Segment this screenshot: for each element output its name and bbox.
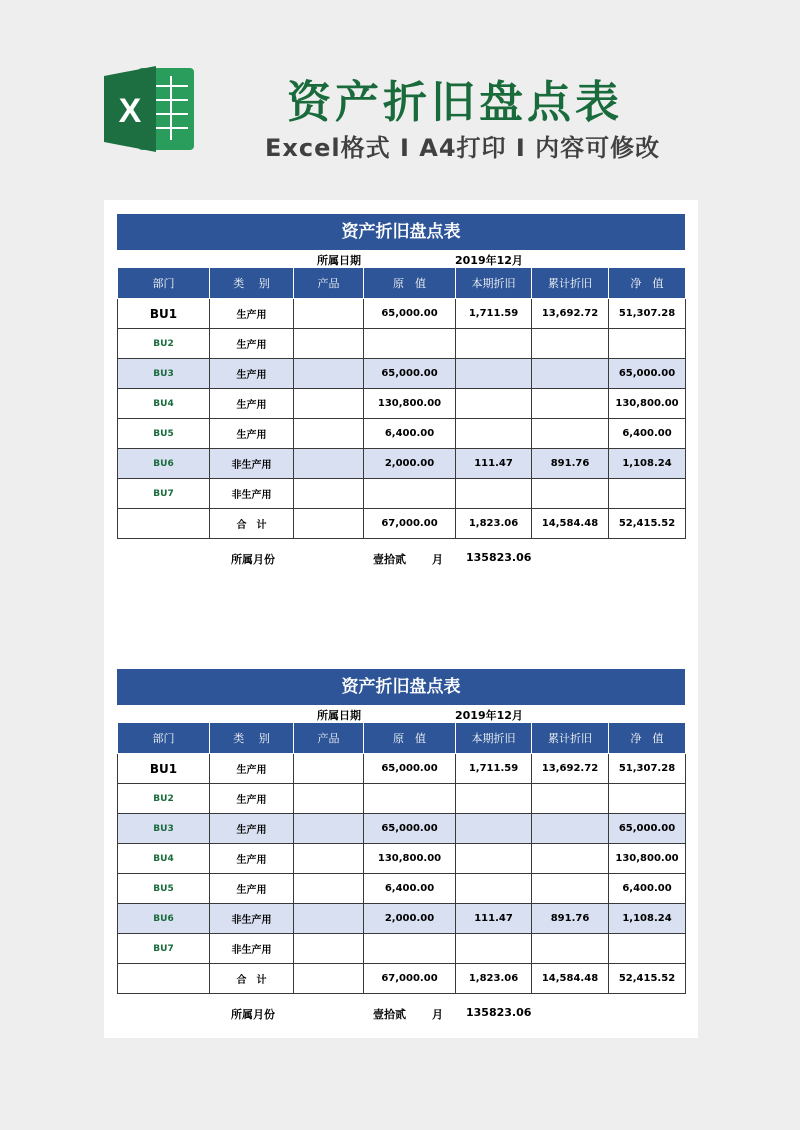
current-dep-cell bbox=[456, 359, 532, 389]
total-label: 合 计 bbox=[210, 509, 294, 539]
depreciation-table-2 bbox=[117, 669, 685, 1030]
current-dep-cell bbox=[456, 419, 532, 449]
dept-cell: BU2 bbox=[118, 784, 210, 814]
col-header-original: 原 值 bbox=[364, 723, 456, 754]
total-net: 52,415.52 bbox=[609, 964, 686, 994]
dept-cell: BU6 bbox=[118, 904, 210, 934]
table-row bbox=[118, 419, 686, 449]
net-cell: 65,000.00 bbox=[609, 359, 686, 389]
product-cell bbox=[294, 814, 364, 844]
dept-cell: BU3 bbox=[118, 359, 210, 389]
net-cell: 6,400.00 bbox=[609, 419, 686, 449]
accum-dep-cell bbox=[532, 844, 609, 874]
total-product-cell bbox=[294, 964, 364, 994]
net-cell: 51,307.28 bbox=[609, 299, 686, 329]
original-cell: 130,800.00 bbox=[364, 844, 456, 874]
month-chinese: 壹拾贰 bbox=[373, 553, 406, 566]
table-row bbox=[118, 814, 686, 844]
current-dep-cell bbox=[456, 479, 532, 509]
dept-cell: BU5 bbox=[118, 874, 210, 904]
dept-cell: BU3 bbox=[118, 814, 210, 844]
month-unit: 月 bbox=[432, 553, 443, 566]
original-cell bbox=[364, 784, 456, 814]
accum-dep-cell bbox=[532, 359, 609, 389]
excel-logo-icon bbox=[104, 62, 196, 156]
date-label: 所属日期 bbox=[317, 254, 361, 267]
type-cell: 生产用 bbox=[210, 359, 294, 389]
date-row bbox=[117, 705, 685, 722]
net-cell: 130,800.00 bbox=[609, 389, 686, 419]
net-cell: 51,307.28 bbox=[609, 754, 686, 784]
accum-dep-cell bbox=[532, 874, 609, 904]
page-subtitle: Excel格式 I A4打印 I 内容可修改 bbox=[265, 134, 661, 162]
total-original: 67,000.00 bbox=[364, 964, 456, 994]
product-cell bbox=[294, 359, 364, 389]
original-cell: 6,400.00 bbox=[364, 874, 456, 904]
dept-cell: BU5 bbox=[118, 419, 210, 449]
col-header-net: 净 值 bbox=[609, 723, 686, 754]
col-header-accum-dep: 累计折旧 bbox=[532, 723, 609, 754]
type-cell: 生产用 bbox=[210, 329, 294, 359]
date-value: 2019年12月 bbox=[455, 254, 523, 267]
net-cell: 65,000.00 bbox=[609, 814, 686, 844]
total-current-dep: 1,823.06 bbox=[456, 964, 532, 994]
col-header-type: 类 别 bbox=[210, 723, 294, 754]
net-cell: 1,108.24 bbox=[609, 449, 686, 479]
table-row bbox=[118, 299, 686, 329]
table-header-row bbox=[118, 723, 686, 754]
accum-dep-cell: 13,692.72 bbox=[532, 299, 609, 329]
type-cell: 非生产用 bbox=[210, 934, 294, 964]
table-title: 资产折旧盘点表 bbox=[117, 669, 685, 705]
col-header-net: 净 值 bbox=[609, 268, 686, 299]
dept-cell: BU1 bbox=[118, 754, 210, 784]
type-cell: 非生产用 bbox=[210, 479, 294, 509]
product-cell bbox=[294, 449, 364, 479]
total-accum-dep: 14,584.48 bbox=[532, 964, 609, 994]
total-dept-cell bbox=[118, 964, 210, 994]
product-cell bbox=[294, 389, 364, 419]
dept-cell: BU7 bbox=[118, 934, 210, 964]
original-cell: 130,800.00 bbox=[364, 389, 456, 419]
col-header-accum-dep: 累计折旧 bbox=[532, 268, 609, 299]
product-cell bbox=[294, 874, 364, 904]
accum-dep-cell bbox=[532, 814, 609, 844]
current-dep-cell: 111.47 bbox=[456, 449, 532, 479]
month-label: 所属月份 bbox=[231, 553, 275, 566]
table-row bbox=[118, 934, 686, 964]
col-header-product: 产品 bbox=[294, 723, 364, 754]
table-header-row bbox=[118, 268, 686, 299]
product-cell bbox=[294, 419, 364, 449]
col-header-current-dep: 本期折旧 bbox=[456, 723, 532, 754]
dept-cell: BU2 bbox=[118, 329, 210, 359]
original-cell bbox=[364, 934, 456, 964]
current-dep-cell: 1,711.59 bbox=[456, 754, 532, 784]
type-cell: 生产用 bbox=[210, 389, 294, 419]
type-cell: 非生产用 bbox=[210, 449, 294, 479]
total-product-cell bbox=[294, 509, 364, 539]
accum-dep-cell bbox=[532, 389, 609, 419]
product-cell bbox=[294, 904, 364, 934]
original-cell: 65,000.00 bbox=[364, 814, 456, 844]
product-cell bbox=[294, 479, 364, 509]
asset-table bbox=[117, 267, 686, 539]
current-dep-cell: 1,711.59 bbox=[456, 299, 532, 329]
month-row bbox=[117, 994, 685, 1030]
net-cell: 130,800.00 bbox=[609, 844, 686, 874]
accum-dep-cell: 13,692.72 bbox=[532, 754, 609, 784]
date-value: 2019年12月 bbox=[455, 709, 523, 722]
date-row bbox=[117, 250, 685, 267]
original-cell bbox=[364, 479, 456, 509]
month-chinese: 壹拾贰 bbox=[373, 1008, 406, 1021]
date-label: 所属日期 bbox=[317, 709, 361, 722]
product-cell bbox=[294, 784, 364, 814]
total-current-dep: 1,823.06 bbox=[456, 509, 532, 539]
original-cell: 65,000.00 bbox=[364, 359, 456, 389]
total-original: 67,000.00 bbox=[364, 509, 456, 539]
accum-dep-cell bbox=[532, 419, 609, 449]
type-cell: 生产用 bbox=[210, 874, 294, 904]
total-label: 合 计 bbox=[210, 964, 294, 994]
dept-cell: BU1 bbox=[118, 299, 210, 329]
month-unit: 月 bbox=[432, 1008, 443, 1021]
current-dep-cell bbox=[456, 934, 532, 964]
col-header-original: 原 值 bbox=[364, 268, 456, 299]
table-row bbox=[118, 359, 686, 389]
asset-table bbox=[117, 722, 686, 994]
col-header-product: 产品 bbox=[294, 268, 364, 299]
current-dep-cell bbox=[456, 844, 532, 874]
dept-cell: BU7 bbox=[118, 479, 210, 509]
month-value: 135823.06 bbox=[466, 1006, 532, 1019]
col-header-dept: 部门 bbox=[118, 268, 210, 299]
dept-cell: BU4 bbox=[118, 844, 210, 874]
total-row bbox=[118, 509, 686, 539]
net-cell bbox=[609, 329, 686, 359]
total-net: 52,415.52 bbox=[609, 509, 686, 539]
month-value: 135823.06 bbox=[466, 551, 532, 564]
product-cell bbox=[294, 329, 364, 359]
type-cell: 生产用 bbox=[210, 844, 294, 874]
current-dep-cell bbox=[456, 329, 532, 359]
net-cell bbox=[609, 934, 686, 964]
table-row bbox=[118, 479, 686, 509]
dept-cell: BU6 bbox=[118, 449, 210, 479]
page-header bbox=[0, 0, 800, 200]
net-cell: 1,108.24 bbox=[609, 904, 686, 934]
table-row bbox=[118, 389, 686, 419]
table-row bbox=[118, 754, 686, 784]
original-cell: 2,000.00 bbox=[364, 449, 456, 479]
dept-cell: BU4 bbox=[118, 389, 210, 419]
table-row bbox=[118, 904, 686, 934]
accum-dep-cell: 891.76 bbox=[532, 904, 609, 934]
accum-dep-cell bbox=[532, 784, 609, 814]
type-cell: 生产用 bbox=[210, 419, 294, 449]
current-dep-cell bbox=[456, 784, 532, 814]
month-row bbox=[117, 539, 685, 575]
type-cell: 生产用 bbox=[210, 814, 294, 844]
net-cell: 6,400.00 bbox=[609, 874, 686, 904]
col-header-type: 类 别 bbox=[210, 268, 294, 299]
depreciation-table-1 bbox=[117, 214, 685, 575]
original-cell: 6,400.00 bbox=[364, 419, 456, 449]
original-cell: 65,000.00 bbox=[364, 754, 456, 784]
product-cell bbox=[294, 299, 364, 329]
table-row bbox=[118, 329, 686, 359]
original-cell: 2,000.00 bbox=[364, 904, 456, 934]
type-cell: 生产用 bbox=[210, 754, 294, 784]
col-header-dept: 部门 bbox=[118, 723, 210, 754]
accum-dep-cell bbox=[532, 329, 609, 359]
table-row bbox=[118, 844, 686, 874]
product-cell bbox=[294, 934, 364, 964]
current-dep-cell bbox=[456, 389, 532, 419]
accum-dep-cell bbox=[532, 934, 609, 964]
page-title: 资产折旧盘点表 bbox=[287, 77, 623, 128]
month-label: 所属月份 bbox=[231, 1008, 275, 1021]
accum-dep-cell: 891.76 bbox=[532, 449, 609, 479]
product-cell bbox=[294, 754, 364, 784]
total-accum-dep: 14,584.48 bbox=[532, 509, 609, 539]
col-header-current-dep: 本期折旧 bbox=[456, 268, 532, 299]
total-dept-cell bbox=[118, 509, 210, 539]
type-cell: 非生产用 bbox=[210, 904, 294, 934]
type-cell: 生产用 bbox=[210, 784, 294, 814]
current-dep-cell bbox=[456, 874, 532, 904]
table-row bbox=[118, 449, 686, 479]
table-title: 资产折旧盘点表 bbox=[117, 214, 685, 250]
document-sheet bbox=[104, 200, 698, 1038]
original-cell bbox=[364, 329, 456, 359]
current-dep-cell: 111.47 bbox=[456, 904, 532, 934]
total-row bbox=[118, 964, 686, 994]
table-row bbox=[118, 874, 686, 904]
table-row bbox=[118, 784, 686, 814]
net-cell bbox=[609, 784, 686, 814]
accum-dep-cell bbox=[532, 479, 609, 509]
type-cell: 生产用 bbox=[210, 299, 294, 329]
original-cell: 65,000.00 bbox=[364, 299, 456, 329]
logo-letter: X bbox=[118, 92, 142, 130]
net-cell bbox=[609, 479, 686, 509]
current-dep-cell bbox=[456, 814, 532, 844]
product-cell bbox=[294, 844, 364, 874]
